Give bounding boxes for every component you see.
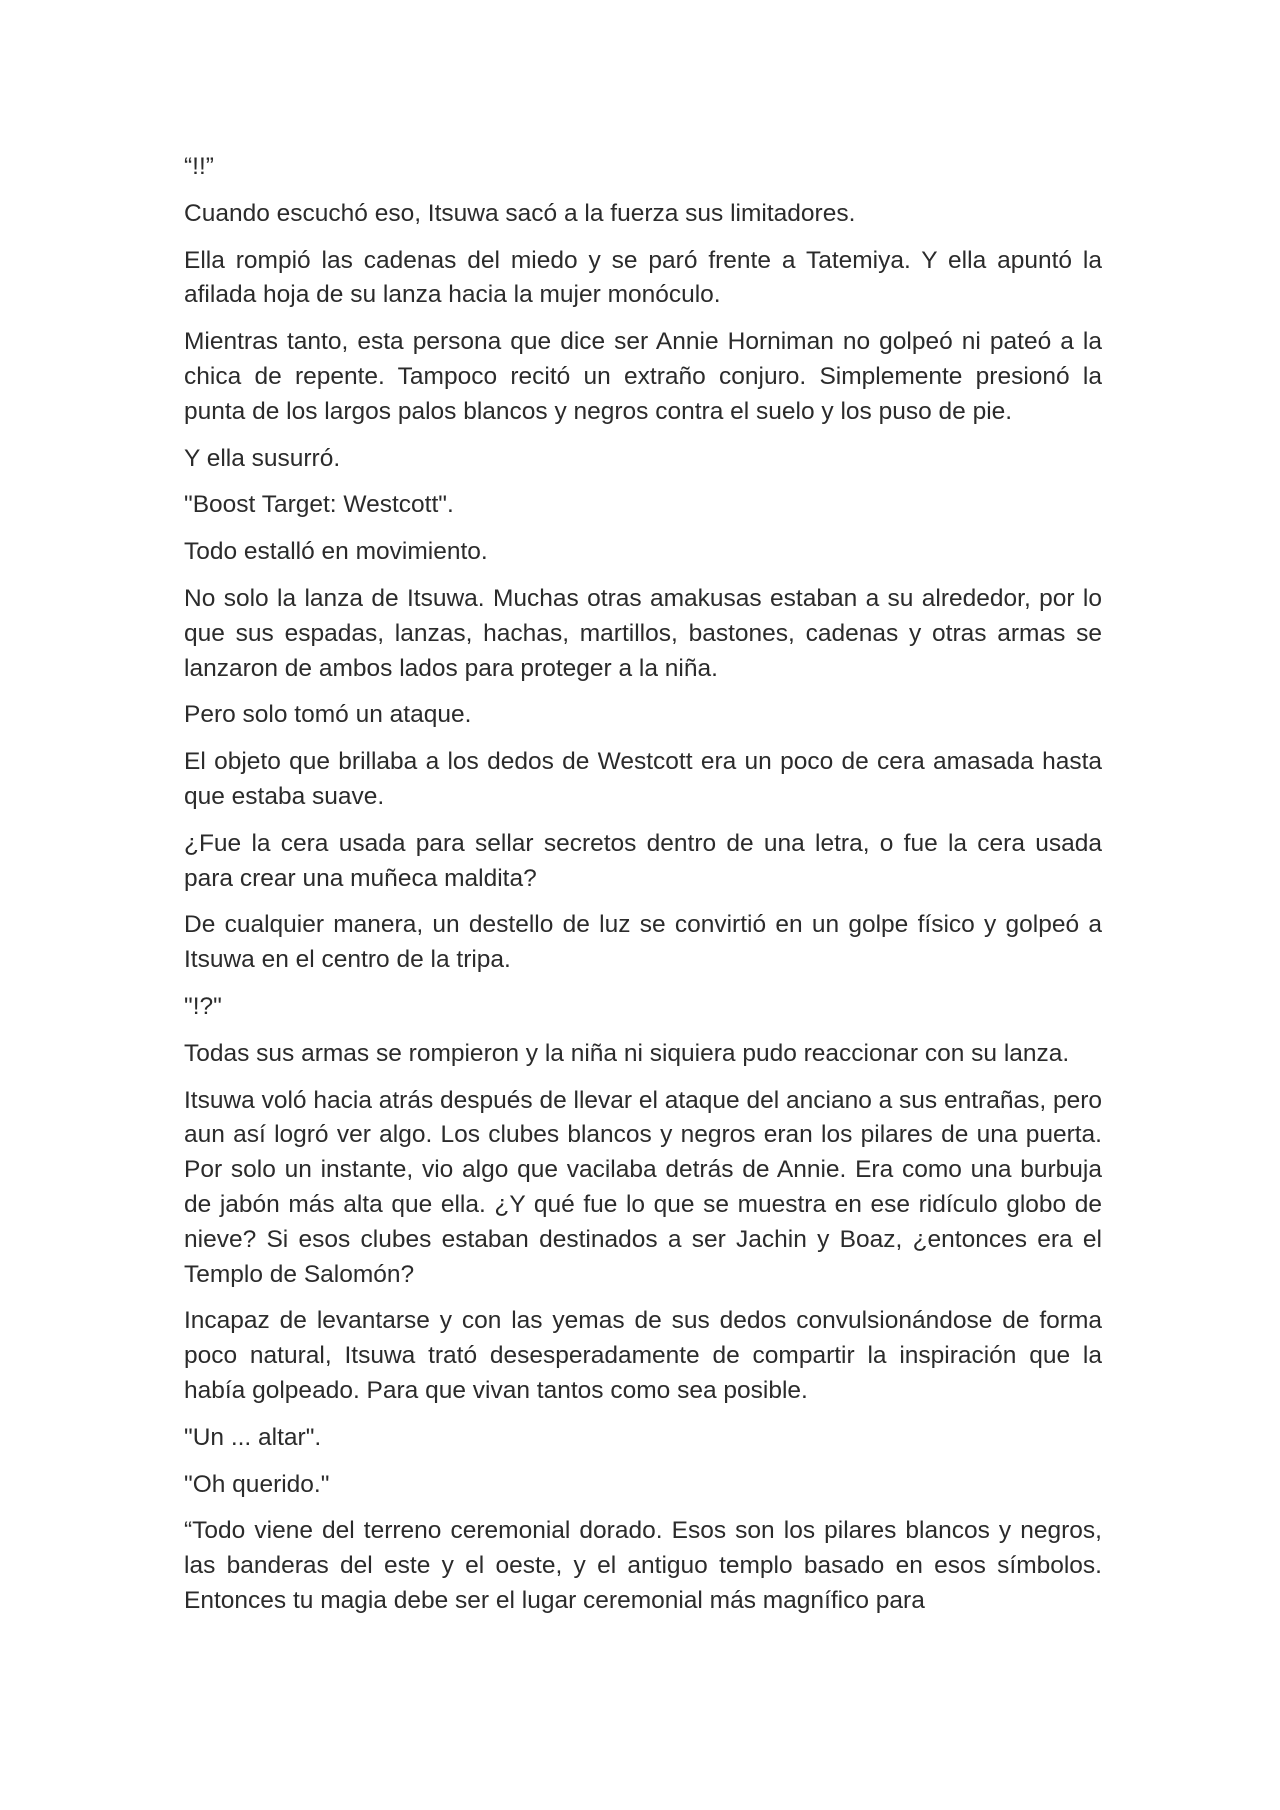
paragraph: Todas sus armas se rompieron y la niña ni siquiera pudo reaccionar con su lanza.: [184, 1039, 1070, 1067]
paragraph: No solo la lanza de Itsuwa. Muchas otras amakusas estaban a su alrededor, por lo que sus espadas, lanzas, hachas, martillos, bastones, cadenas y otras armas se lanzaron de ambos lados para proteger a la niña.: [184, 584, 1102, 682]
paragraph: Itsuwa voló hacia atrás después de llevar el ataque del anciano a sus entrañas, pero aun así logró ver algo. Los clubes blancos y negros eran los pilares de una puerta. Por solo un instante, vio algo que vacilaba detrás de Annie. Era como una burbuja de jabón más alta que ella. ¿Y qué fue lo que se muestra en ese ridículo globo de nieve? Si esos clubes estaban destinados a ser Jachin y Boaz, ¿entonces era el Templo de Salomón?: [184, 1086, 1102, 1288]
paragraph: Mientras tanto, esta persona que dice ser Annie Horniman no golpeó ni pateó a la chica de repente. Tampoco recitó un extraño conjuro. Simplemente presionó la punta de los largos palos blancos y negros contra el suelo y los puso de pie.: [184, 328, 1102, 425]
paragraph: "Un ... altar".: [184, 1423, 322, 1451]
paragraph: Incapaz de levantarse y con las yemas de sus dedos convulsionándose de forma poco natural, Itsuwa trató desesperadamente de compartir la inspiración que la había golpeado. Para que vivan tantos como sea posible.: [184, 1307, 1102, 1404]
paragraph: Ella rompió las cadenas del miedo y se paró frente a Tatemiya. Y ella apuntó la afilada hoja de su lanza hacia la mujer monóculo.: [184, 246, 1102, 309]
paragraph: “Todo viene del terreno ceremonial dorado. Esos son los pilares blancos y negros, las banderas del este y el oeste, y el antiguo templo basado en esos símbolos. Entonces tu magia debe ser el lugar ceremonial más magnífico para: [184, 1517, 1102, 1614]
paragraph: "!?": [184, 992, 222, 1020]
paragraph: Y ella susurró.: [184, 444, 341, 472]
paragraph: Cuando escuchó eso, Itsuwa sacó a la fuerza sus limitadores.: [184, 199, 856, 227]
paragraph: “!!”: [184, 153, 214, 180]
paragraph: De cualquier manera, un destello de luz se convirtió en un golpe físico y golpeó a Itsuwa en el centro de la tripa.: [184, 911, 1102, 974]
paragraph: "Boost Target: Westcott".: [184, 491, 454, 519]
document-page: [184, 150, 1102, 1631]
paragraph: El objeto que brillaba a los dedos de Westcott era un poco de cera amasada hasta que estaba suave.: [184, 748, 1102, 810]
paragraph: Pero solo tomó un ataque.: [184, 701, 472, 729]
paragraph: "Oh querido.": [184, 1470, 330, 1498]
paragraph: Todo estalló en movimiento.: [184, 538, 488, 566]
paragraph: ¿Fue la cera usada para sellar secretos dentro de una letra, o fue la cera usada para crear una muñeca maldita?: [184, 829, 1102, 892]
